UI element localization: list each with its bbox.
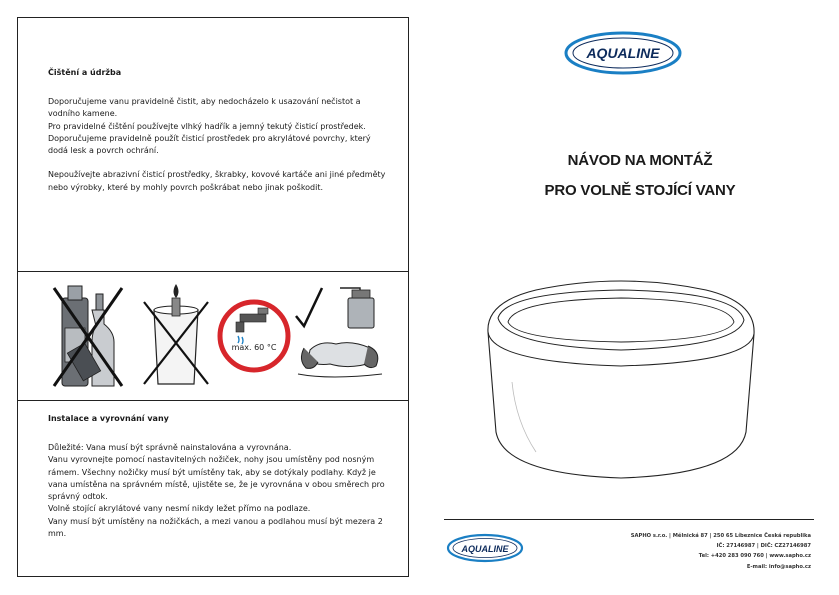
installation-paragraphs — [48, 442, 393, 540]
title-line-1: NÁVOD NA MONTÁŽ — [567, 152, 713, 169]
title-line-2: PRO VOLNĚ STOJÍCÍ VANY — [544, 182, 736, 199]
care-icons-strip — [18, 271, 408, 401]
freestanding-bathtub-illustration — [476, 262, 766, 492]
max-temperature-label: max. 60 °C — [231, 343, 277, 352]
cleaning-section-title: Čištění a údržba — [48, 68, 122, 77]
aqualine-logo — [563, 30, 683, 76]
footer-divider — [444, 519, 814, 520]
contact-ids: IČ: 27146987 | DIČ: CZ27146987 — [716, 543, 811, 550]
installation-paragraph: Vanu vyrovnejte pomocí nastavitelných nožiček, nohy jsou umístěny pod nosným rámem. Všechny nožičky musí být umístěny tak, aby se dotýkaly podlahy. Když je vana umístěna na správném místě, ujistěte se, že je vyrovnána v obou směrech pro správný odtok. — [48, 455, 385, 502]
no-hot-objects-icon — [140, 280, 212, 390]
installation-paragraph: Důležité: Vana musí být správně nainstalována a vyrovnána. — [48, 443, 292, 452]
cover-page — [420, 0, 839, 595]
cleaning-paragraph: Doporučujeme pravidelně použít čisticí prostředek pro akrylátové povrchy, který dodá lesk a povrch ochrání. — [48, 133, 371, 156]
installation-section-title: Instalace a vyrovnání vany — [48, 414, 169, 423]
cleaning-paragraphs — [48, 96, 393, 194]
cleaning-paragraph: Nepoužívejte abrazivní čisticí prostředky, škrabky, kovové kartáče ani jiné předměty nebo výrobky, které by mohly povrch poškrábat nebo jinak poškodit. — [48, 170, 386, 192]
installation-paragraph: Vany musí být umístěny na nožičkách, a mezi vanou a podlahou musí být mezera 2 mm. — [48, 516, 383, 539]
no-abrasive-cleaners-icon — [52, 280, 124, 390]
recommended-cleaning-icon — [290, 280, 390, 390]
brand-name: AQUALINE — [586, 45, 660, 61]
footer-aqualine-logo — [446, 533, 524, 563]
installation-paragraph: Volně stojící akrylátové vany nesmí nikdy ležet přímo na podlaze. — [48, 504, 311, 514]
contact-phone-web[interactable]: Tel: +420 283 090 760 | www.sapho.cz — [698, 553, 811, 560]
cleaning-instructions-panel — [17, 17, 409, 577]
cleaning-paragraph: Doporučujeme vanu pravidelně čistit, aby nedocházelo k usazování nečistot a vodního kamene. — [48, 97, 361, 119]
cleaning-paragraph: Pro pravidelné čištění používejte vlhký hadřík a jemný tekutý čisticí prostředek. — [48, 121, 366, 131]
contact-info — [631, 531, 811, 572]
contact-address: SAPHO s.r.o. | Mělnická 87 | 250 65 Líbeznice Česká republika — [630, 533, 811, 539]
max-temperature-icon — [214, 280, 294, 390]
footer-brand-name: AQUALINE — [461, 544, 509, 554]
contact-email[interactable]: E-mail: info@sapho.cz — [746, 563, 811, 570]
